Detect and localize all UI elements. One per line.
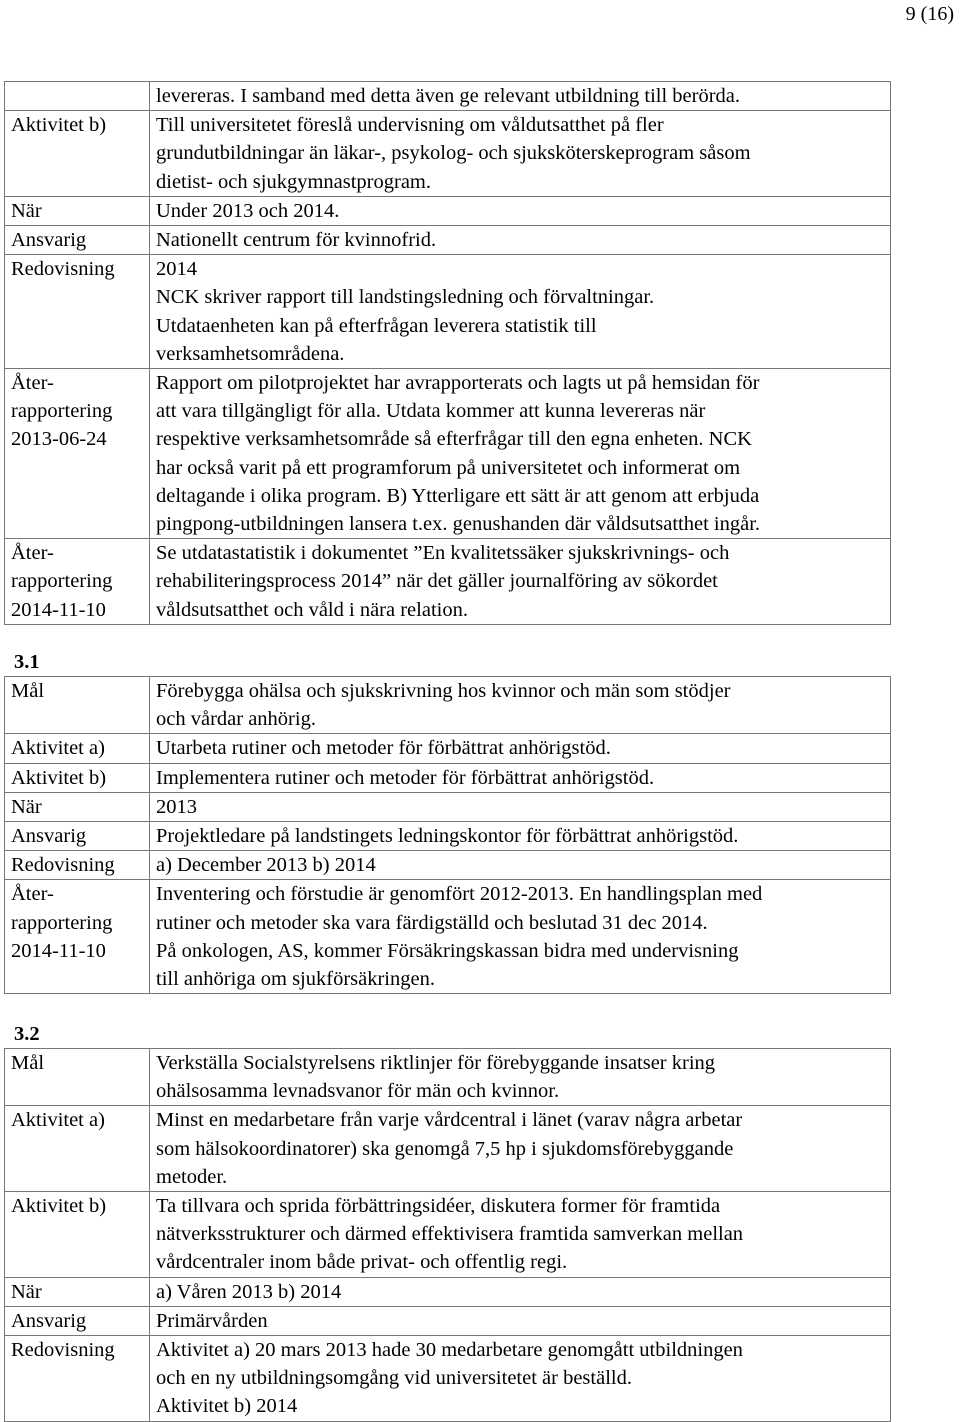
row-label-cell	[5, 792, 150, 821]
row-label: Aktivitet b)	[11, 1195, 107, 1218]
table-row	[5, 111, 891, 197]
row-text-line: har också varit på ett programforum på universitetet och informerat om	[156, 456, 741, 479]
row-text-line: levereras. I samband med detta även ge relevant utbildning till berörda.	[156, 85, 741, 107]
row-text-line: Inventering och förstudie är genomfört 2012-2013. En handlingsplan med	[156, 883, 763, 906]
row-text-line: Primärvården	[156, 1309, 268, 1332]
row-label: Aktivitet b)	[11, 114, 107, 137]
row-content-cell	[150, 369, 891, 539]
row-text-line: metoder.	[156, 1165, 228, 1188]
table-row	[5, 1336, 891, 1422]
row-content-cell	[150, 226, 891, 255]
row-label: Åter-	[11, 542, 54, 565]
table-row	[5, 734, 891, 763]
row-label-cell	[5, 1106, 150, 1192]
row-label: rapportering	[11, 911, 113, 934]
table-row	[5, 255, 891, 369]
row-content-cell	[150, 792, 891, 821]
activity-table-continued	[4, 81, 891, 625]
row-text-line: som hälsokoordinatorer) ska genomgå 7,5 hp i sjukdomsförebyggande	[156, 1137, 734, 1160]
row-text-line: Ta tillvara och sprida förbättringsidéer, diskutera former för framtida	[156, 1195, 721, 1218]
row-label: Mål	[11, 680, 45, 702]
activity-table-3-2	[4, 1048, 891, 1422]
table-row	[5, 1106, 891, 1192]
table-row	[5, 1277, 891, 1306]
row-text-line: Verkställa Socialstyrelsens riktlinjer för förebyggande insatser kring	[156, 1052, 716, 1074]
row-text-line: Nationellt centrum för kvinnofrid.	[156, 229, 437, 252]
row-label-cell	[5, 1306, 150, 1335]
row-content-cell	[150, 1192, 891, 1278]
table-row	[5, 539, 891, 625]
row-content-cell	[150, 1306, 891, 1335]
row-label-cell	[5, 255, 150, 369]
table-row	[5, 792, 891, 821]
row-content-cell	[150, 763, 891, 792]
row-label: När	[11, 795, 42, 818]
row-content-cell	[150, 1106, 891, 1192]
row-label: 2014-11-10	[11, 939, 106, 962]
row-label-cell	[5, 763, 150, 792]
row-content-cell	[150, 539, 891, 625]
row-text-line: Aktivitet b) 2014	[156, 1395, 298, 1418]
row-label: Mål	[11, 1052, 45, 1074]
row-text-line: ohälsosamma levnadsvanor för män och kvinnor.	[156, 1080, 560, 1103]
table-row	[5, 822, 891, 851]
row-label: Ansvarig	[11, 229, 87, 252]
row-label: rapportering	[11, 570, 113, 593]
row-label-cell	[5, 111, 150, 197]
row-label: Aktivitet a)	[11, 737, 105, 760]
row-text-line: Under 2013 och 2014.	[156, 199, 340, 222]
row-label-cell	[5, 822, 150, 851]
activity-table-3-1	[4, 676, 891, 994]
row-label: Aktivitet b)	[11, 766, 107, 789]
table-row	[5, 196, 891, 225]
table-row	[5, 1049, 891, 1106]
table-row	[5, 763, 891, 792]
row-text-line: Till universitetet föreslå undervisning om våldutsatthet på fler	[156, 114, 664, 137]
row-label-cell	[5, 734, 150, 763]
page-number: 9 (16)	[905, 3, 954, 25]
row-label-cell	[5, 677, 150, 734]
table-row	[5, 82, 891, 111]
row-label: Ansvarig	[11, 1309, 87, 1332]
table-row	[5, 369, 891, 539]
row-text-line: Minst en medarbetare från varje vårdcentral i länet (varav några arbetar	[156, 1109, 743, 1132]
row-text-line: nätverksstrukturer och därmed effektivisera framtida samverkan mellan	[156, 1223, 744, 1246]
row-label-cell	[5, 226, 150, 255]
row-content-cell	[150, 111, 891, 197]
table-row	[5, 677, 891, 734]
row-text-line: och en ny utbildningsomgång vid universitetet är beställd.	[156, 1367, 632, 1390]
row-text-line: respektive verksamhetsområde så efterfrågar till den egna enheten. NCK	[156, 428, 752, 451]
row-content-cell	[150, 851, 891, 880]
row-content-cell	[150, 734, 891, 763]
row-label: Redovisning	[11, 854, 115, 877]
row-text-line: dietist- och sjukgymnastprogram.	[156, 170, 431, 193]
row-text-line: Se utdatastatistik i dokumentet ”En kvalitetssäker sjukskrivnings- och	[156, 542, 730, 565]
row-text-line: Utdataenheten kan på efterfrågan leverera statistik till	[156, 314, 597, 337]
row-text-line: rutiner och metoder ska vara färdigställd och beslutad 31 dec 2014.	[156, 911, 708, 934]
row-text-line: Utarbeta rutiner och metoder för förbättrat anhörigstöd.	[156, 737, 611, 760]
section-number-3-2: 3.2	[14, 1023, 40, 1045]
row-text-line: att vara tillgängligt för alla. Utdata kommer att kunna levereras när	[156, 400, 706, 423]
row-content-cell	[150, 196, 891, 225]
row-text-line: verksamhetsområdena.	[156, 342, 345, 365]
row-content-cell	[150, 255, 891, 369]
row-content-cell	[150, 82, 891, 111]
row-label: rapportering	[11, 400, 113, 423]
row-label: Redovisning	[11, 1339, 115, 1362]
row-text-line: våldsutsatthet och våld i nära relation.	[156, 598, 468, 621]
row-label-cell	[5, 880, 150, 994]
row-label: 2014-11-10	[11, 598, 106, 621]
row-label: Åter-	[11, 372, 54, 395]
row-text-line: Rapport om pilotprojektet har avrapporterats och lagts ut på hemsidan för	[156, 372, 760, 395]
row-text-line: NCK skriver rapport till landstingsledning och förvaltningar.	[156, 286, 655, 309]
row-label: När	[11, 199, 42, 222]
row-label: När	[11, 1280, 42, 1303]
row-text-line: deltagande i olika program. B) Ytterligare ett sätt är att genom att erbjuda	[156, 484, 760, 507]
row-label-cell	[5, 82, 150, 111]
row-label: Aktivitet a)	[11, 1109, 105, 1132]
row-content-cell	[150, 1336, 891, 1422]
row-text-line: till anhöriga om sjukförsäkringen.	[156, 968, 435, 991]
row-text-line: Implementera rutiner och metoder för förbättrat anhörigstöd.	[156, 766, 655, 789]
table-row	[5, 1192, 891, 1278]
row-text-line: a) Våren 2013 b) 2014	[156, 1280, 342, 1303]
row-label: Ansvarig	[11, 825, 87, 848]
row-label: Redovisning	[11, 258, 115, 281]
row-text-line: vårdcentraler inom både privat- och offentlig regi.	[156, 1251, 568, 1274]
row-label-cell	[5, 196, 150, 225]
row-content-cell	[150, 822, 891, 851]
row-text-line: 2014	[156, 258, 197, 281]
row-content-cell	[150, 677, 891, 734]
row-label-cell	[5, 1192, 150, 1278]
row-text-line: rehabiliteringsprocess 2014” när det gäller journalföring av sökordet	[156, 570, 718, 593]
row-label: 2013-06-24	[11, 428, 107, 451]
row-content-cell	[150, 1049, 891, 1106]
table-row	[5, 1306, 891, 1335]
row-text-line: 2013	[156, 795, 197, 818]
section-number-3-1: 3.1	[14, 651, 40, 673]
row-label-cell	[5, 539, 150, 625]
row-text-line: Aktivitet a) 20 mars 2013 hade 30 medarbetare genomgått utbildningen	[156, 1339, 743, 1362]
row-text-line: På onkologen, AS, kommer Försäkringskassan bidra med undervisning	[156, 939, 739, 962]
row-label-cell	[5, 369, 150, 539]
row-content-cell	[150, 1277, 891, 1306]
row-text-line: Förebygga ohälsa och sjukskrivning hos kvinnor och män som stödjer	[156, 680, 731, 702]
row-label-cell	[5, 1277, 150, 1306]
row-label-cell	[5, 851, 150, 880]
row-text-line: a) December 2013 b) 2014	[156, 854, 376, 877]
row-text-line: grundutbildningar än läkar-, psykolog- och sjuksköterskeprogram såsom	[156, 142, 751, 165]
row-text-line: och vårdar anhörig.	[156, 708, 316, 731]
row-text-line: pingpong-utbildningen lansera t.ex. genushanden där våldsutsatthet ingår.	[156, 513, 761, 536]
row-label-cell	[5, 1336, 150, 1422]
table-row	[5, 226, 891, 255]
row-label: Åter-	[11, 883, 54, 906]
table-row	[5, 851, 891, 880]
row-label-cell	[5, 1049, 150, 1106]
row-text-line: Projektledare på landstingets ledningskontor för förbättrat anhörigstöd.	[156, 825, 739, 848]
row-content-cell	[150, 880, 891, 994]
table-row	[5, 880, 891, 994]
